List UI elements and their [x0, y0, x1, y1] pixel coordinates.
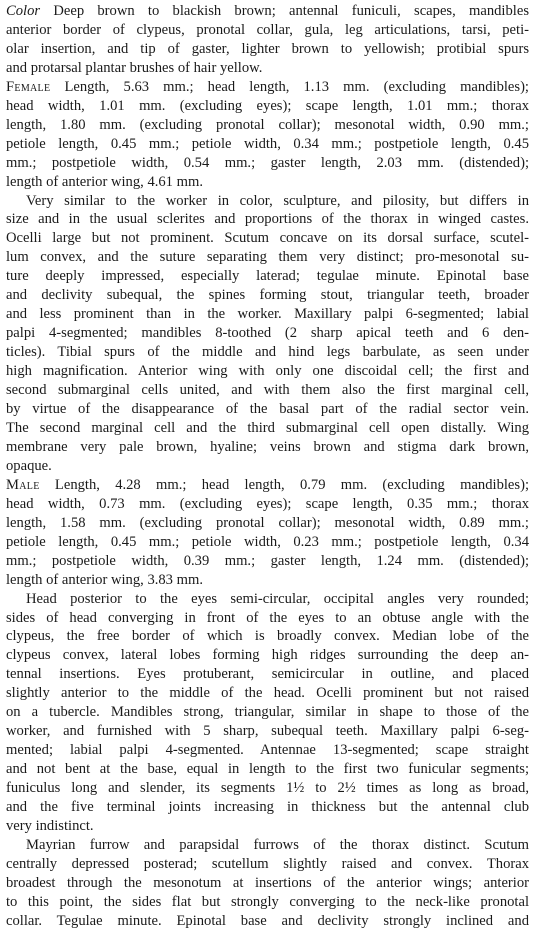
text-line: Ocelli large but not prominent. Scutum concave on its dorsal surface, scutel-: [6, 230, 529, 247]
text-line: broadest through the mesonotum at insertions of the anterior wings; anterior: [6, 874, 529, 891]
text-line: clypeus, the free border of which is broadly convex. Median lobe of the: [6, 628, 529, 645]
text-line: and less prominent than in the worker. Maxillary palpi 6-segmented; labial: [6, 306, 529, 323]
text-line: length of anterior wing, 4.61 mm.: [6, 173, 203, 190]
text-line: olar insertion, and tip of gaster, lighter brown to yellowish; protibial spurs: [6, 40, 529, 57]
text-line: clypeus convex, lateral lobes forming high ridges surrounding the deep an-: [6, 647, 529, 664]
text-line: to this point, the sides flat but strongly converging to the neck-like pronotal: [6, 893, 529, 910]
text-line: high magnification. Anterior wing with only one discoidal cell; the first and: [6, 363, 529, 380]
text-line: membrane very pale brown, hyaline; veins brown and stigma dark brown,: [6, 438, 529, 455]
text-line: very indistinct.: [6, 817, 94, 834]
text-line: slightly anterior to the middle of the head. Ocelli prominent but not raised: [6, 685, 529, 702]
text-line: and not bent at the base, equal in length to the first two funicular segments;: [6, 761, 529, 778]
text-line: anterior border of clypeus, pronotal collar, gula, leg articulations, tarsi, peti-: [6, 21, 529, 38]
text-line: length of anterior wing, 3.83 mm.: [6, 571, 203, 588]
text-line: collar. Tegulae minute. Epinotal base and declivity strongly inclined and: [6, 912, 529, 929]
text-line: Female Length, 5.63 mm.; head length, 1.13 mm. (excluding mandibles);: [6, 78, 529, 95]
text-line: Color Deep brown to blackish brown; antennal funiculi, scapes, mandibles: [6, 3, 529, 19]
text-line: ticles). Tibial spurs of the middle and hind legs barbulate, as seen under: [6, 344, 529, 361]
text-line: worker, and furnished with 5 sharp, subequal teeth. Maxillary palpi 6-seg-: [6, 723, 529, 740]
female-measurements-paragraph: [6, 78, 529, 192]
text-line: Mayrian furrow and parapsidal furrows of the thorax distinct. Scutum: [26, 836, 529, 853]
text-line: length, 1.80 mm. (excluding pronotal collar); mesonotal width, 0.90 mm.;: [6, 116, 529, 133]
text-line: centrally depressed posterad; scutellum slightly raised and convex. Thorax: [6, 855, 529, 872]
caste-heading-male: Male: [6, 476, 40, 493]
male-thorax-paragraph: [6, 836, 529, 931]
caste-heading-female: Female: [6, 78, 51, 95]
section-lead-color: Color: [6, 3, 41, 19]
female-description-paragraph: [6, 192, 529, 476]
text-line: funiculus long and slender, its segments 1½ to 2½ times as long as broad,: [6, 780, 529, 797]
text-line: mm.; postpetiole width, 0.39 mm.; gaster length, 1.24 mm. (distended);: [6, 552, 529, 569]
text-line: on a tubercle. Mandibles strong, triangular, similar in shape to those of the: [6, 704, 529, 721]
text-line: sides of head converging in front of the eyes to an obtuse angle with the: [6, 609, 529, 626]
text-line: tennal insertions. Eyes protuberant, semicircular in outline, and placed: [6, 666, 529, 683]
text-line: Very similar to the worker in color, sculpture, and pilosity, but differs in: [26, 192, 529, 209]
text-line: lum convex, and the suture separating them very distinct; pro-mesonotal su-: [6, 249, 529, 266]
text-line: and declivity subequal, the spines forming stout, triangular teeth, broader: [6, 287, 529, 304]
text-line: and the five terminal joints increasing in thickness but the antennal club: [6, 799, 529, 816]
text-line: opaque.: [6, 457, 52, 474]
text-line: mm.; postpetiole width, 0.54 mm.; gaster length, 2.03 mm. (distended);: [6, 154, 529, 171]
text-line: size and in the usual sclerites and proportions of the thorax in winged castes.: [6, 211, 529, 228]
text-line: petiole length, 0.45 mm.; petiole width, 0.23 mm.; postpetiole length, 0.34: [6, 533, 529, 550]
male-head-paragraph: [6, 590, 529, 836]
text-line: second submarginal cells united, and with them also the first marginal cell,: [6, 382, 529, 399]
text-line: petiole length, 0.45 mm.; petiole width, 0.34 mm.; postpetiole length, 0.45: [6, 135, 529, 152]
text-line: head width, 0.73 mm. (excluding eyes); scape length, 0.35 mm.; thorax: [6, 495, 529, 512]
text-line: length, 1.58 mm. (excluding pronotal collar); mesonotal width, 0.89 mm.;: [6, 514, 529, 531]
text-line: palpi 4-segmented; mandibles 8-toothed (2 sharp apical teeth and 6 den-: [6, 325, 529, 342]
text-line: and protarsal plantar brushes of hair yellow.: [6, 59, 263, 76]
text-line: ture deeply impressed, especially laterad; tegulae minute. Epinotal base: [6, 268, 529, 285]
text-line: Head posterior to the eyes semi-circular, occipital angles very rounded;: [26, 590, 529, 607]
color-paragraph: [6, 2, 529, 78]
text-line: Male Length, 4.28 mm.; head length, 0.79 mm. (excluding mandibles);: [6, 476, 529, 493]
text-line: mented; labial palpi 4-segmented. Antennae 13-segmented; scape straight: [6, 742, 529, 759]
text-line: The second marginal cell and the third submarginal cell open distally. Wing: [6, 419, 529, 436]
text-line: by virtue of the disappearance of the basal part of the radial sector vein.: [6, 401, 529, 418]
text-line: head width, 1.01 mm. (excluding eyes); scape length, 1.01 mm.; thorax: [6, 97, 529, 114]
male-measurements-paragraph: [6, 476, 529, 590]
